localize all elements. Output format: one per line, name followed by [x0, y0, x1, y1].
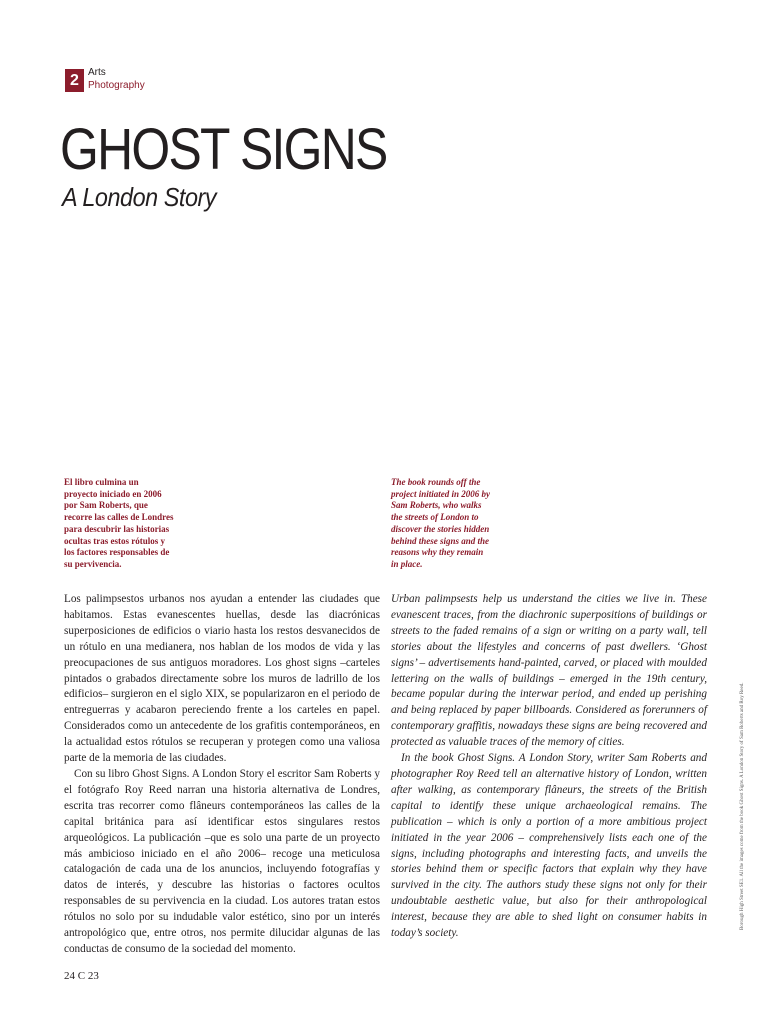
section-number-badge: 2 — [65, 69, 84, 92]
caption-english: The book rounds off the project initiated in 2006 by Sam Roberts, who walks the streets of London to discover the stories hidden behind these signs and the reasons why they remain in place. — [391, 477, 490, 569]
page-folio: 24 C 23 — [64, 970, 99, 982]
body-paragraph: Urban palimpsests help us understand the cities we live in. These evanescent traces, from the diachronic superpositions of buildings or streets to the faded remains of a sign or writing on a party wall, tell stories about the lifestyles and concerns of past dwellers. ‘Ghost signs’ – advertisements hand-painted, carved, or placed with moulded lettering on the walls of buildings – emerged in the 19th century, became popular during the interwar period, and ended up perishing and being replaced by paper billboards. Considered as forerunners of contemporary graffitis, nowadays these signs are being recovered and protected as valuable traces of the memory of cities. — [391, 593, 707, 749]
body-paragraph: Los palimpsestos urbanos nos ayudan a entender las ciudades que habitamos. Estas evanescentes huellas, desde las diacrónicas superposiciones de edificios o viario hasta los restos desvanecidos de un rótulo en una medianera, nos hablan de los modos de vida y las preocupaciones de sus antiguos moradores. Los ghost signs –carteles pintados o grabados directamente sobre los muros de ladrillo de los edificios– surgieron en el siglo XIX, se popularizaron en el periodo de entreguerras y acabaron pereciendo frente a los carteles en papel. Considerados como un antecedente de los grafitis contemporáneos, en la actualidad estos rótulos se recuperan y protegen como una valiosa parte de la memoria de las ciudades. — [64, 593, 380, 765]
photo-credit: Borough High Street SE1. All the images come from the book Ghost Signs. A London Story of Sam Roberts and Roy Reed. — [740, 682, 745, 930]
section-subcategory: Photography — [88, 80, 145, 91]
caption-spanish: El libro culmina un proyecto iniciado en 2006 por Sam Roberts, que recorre las calles de Londres para descubrir las historias ocultas tras estos rótulos y los factores responsables de su pervivencia. — [64, 477, 174, 569]
article-subtitle: A London Story — [62, 182, 217, 212]
body-paragraph: Con su libro Ghost Signs. A London Story el escritor Sam Roberts y el fotógrafo Roy Reed narran una historia alternativa de Londres, escrita tras recorrer como flâneurs contemporáneos las calles de la capital británica para así identificar estos singulares restos arqueológicos. La publicación –que es solo una parte de un proyecto más ambicioso iniciado en el año 2006– recoge una meticulosa catalogación de cada una de los anuncios, incluyendo fotografías y datos de interés, y descubre las historias o factores ocultos responsables de su pervivencia en la ciudad. Los autores tratan estos rótulos no solo por su indudable valor estético, sino por un interés antropológico que, entre otros, nos permite dilucidar algunas de las conductas de consumo de la sociedad del momento. — [64, 767, 380, 955]
section-category: Arts — [88, 67, 106, 78]
body-column-english — [391, 592, 707, 942]
body-paragraph: In the book Ghost Signs. A London Story, writer Sam Roberts and photographer Roy Reed tell an alternative history of London, written after walking, as contemporary flâneurs, the streets of the British capital to identify these unique archaeological remains. The publication – which is only a portion of a more ambitious project initiated in the year 2006 – comprehensively lists each one of the signs, including photographs and interesting facts, and unveils the stories behind them or specific factors that explain why they have survived in the city. The authors study these signs not only for their undoubtable aesthetic value, but also for their anthropological interest, because they are able to shed light on consumer habits in today’s society. — [391, 752, 707, 940]
article-title: GHOST SIGNS — [60, 117, 387, 182]
body-column-spanish — [64, 592, 380, 958]
